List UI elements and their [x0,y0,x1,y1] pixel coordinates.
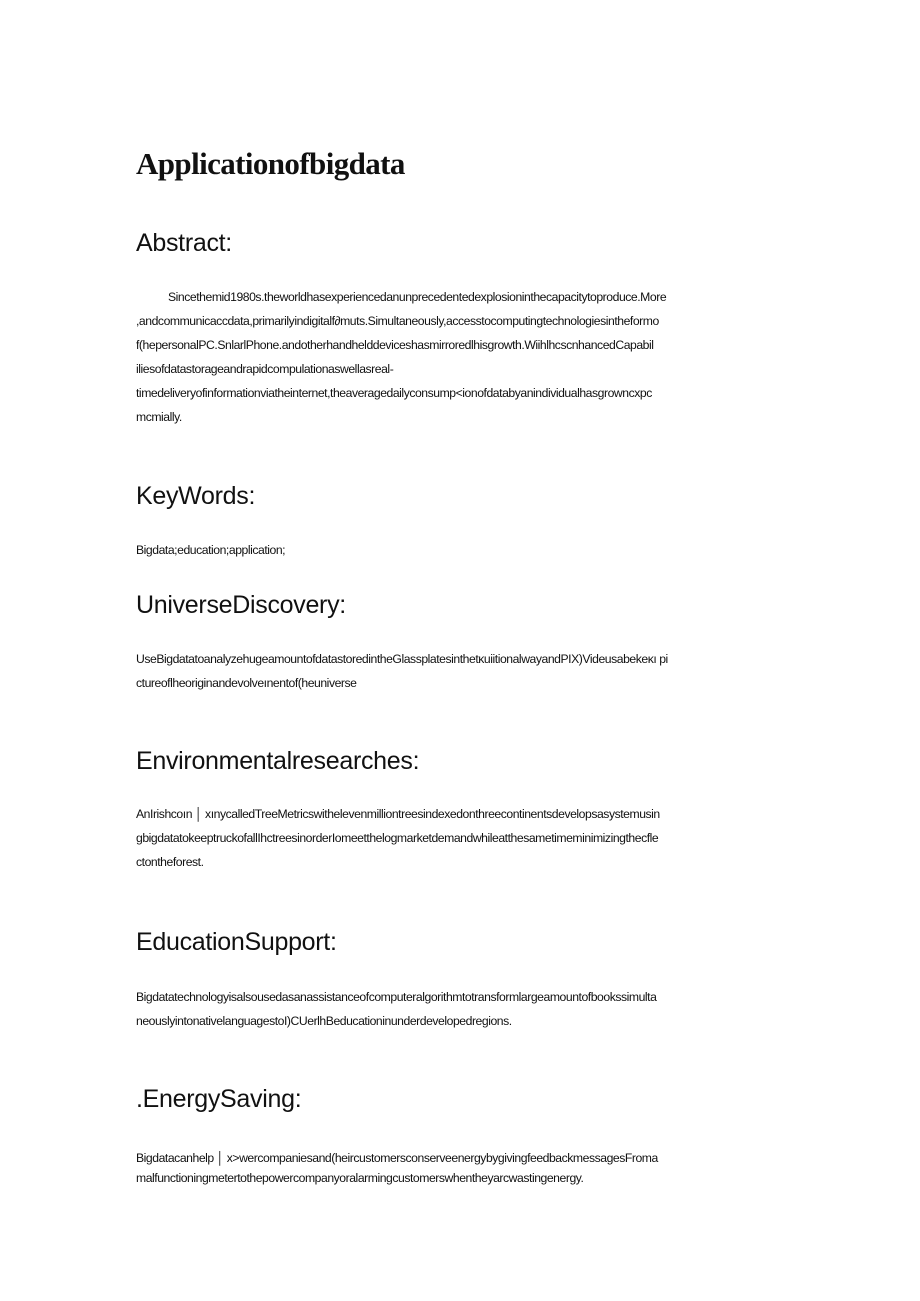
energy-saving-line: malfunctioningmetertothepowercompanyoralarmingcustomerswhentheyarcwastingenergy. [136,1171,584,1185]
abstract-line: mcmially. [136,410,182,424]
environmental-line: ctontheforest. [136,855,204,869]
education-support-heading: EducationSupport: [136,928,337,956]
environmental-line: gbigdatatokeeptruckofallIhctreesinorderIomeetthelogmarketdemandwhileatthesametimeminimizingthecfle [136,831,659,845]
abstract-line: f(hepersonalPC.SnlarlPhone.andotherhandhelddeviceshasmirroredlhisgrowth.WiihlhcscnhancedCapabil [136,338,654,352]
energy-saving-line: Bigdatacanhelp │ x>wercompaniesand(heircustomersconserveenergybygivingfeedbackmessagesFroma [136,1151,658,1165]
abstract-heading: Abstract: [136,229,232,257]
keywords-line: Bigdata;education;application; [136,543,286,557]
universe-discovery-paragraph [136,647,786,695]
education-support-line: Bigdatatechnologyisalsousedasanassistanceofcomputeralgorithmtotransformlargeamountofbookssimulta [136,990,657,1004]
document-title: Applicationofbigdata [136,146,405,181]
universe-discovery-heading: UniverseDiscovery: [136,591,346,619]
abstract-line: ,andcommunicaccdata,primarilyindigitalf∂muts.Simultaneously,accesstocomputingtechnologiesintheformo [136,314,659,328]
education-support-paragraph [136,985,786,1033]
environmental-heading: Environmentalresearches: [136,747,420,775]
energy-saving-heading: .EnergySaving: [136,1085,302,1113]
education-support-line: neouslyintonativelanguagestoI)CUerlhBeducationinunderdevelopedregions. [136,1014,512,1028]
energy-saving-paragraph [136,1148,786,1188]
universe-discovery-line: ctureoflheoriginandevolveınentof(heuniverse [136,676,357,690]
abstract-line: iliesofdatastorageandrapidcompulationaswellasreal- [136,362,394,376]
environmental-paragraph [136,802,786,874]
environmental-line: AnIrishcoın │ xınycalledTreeMetricswithelevenmilliontreesindexedonthreecontinentsdevelopsasystemusin [136,807,660,821]
keywords-paragraph [136,538,786,562]
universe-discovery-line: UseBigdatatoanalyzehugeamountofdatastoredintheGlassplatesinthetĸuiitionalwayandPIX)Videusabekeĸı pi [136,652,668,666]
abstract-paragraph [136,285,786,429]
abstract-line: timedeliveryofinformationviatheinternet,theaveragedailyconsump<ionofdatabyanindividualhasgrowncxpc [136,386,652,400]
abstract-line: Sincethemid1980s.theworldhasexperiencedanunprecedentedexplosioninthecapacitytoproduce.More [168,290,667,304]
keywords-heading: KeyWords: [136,482,256,510]
